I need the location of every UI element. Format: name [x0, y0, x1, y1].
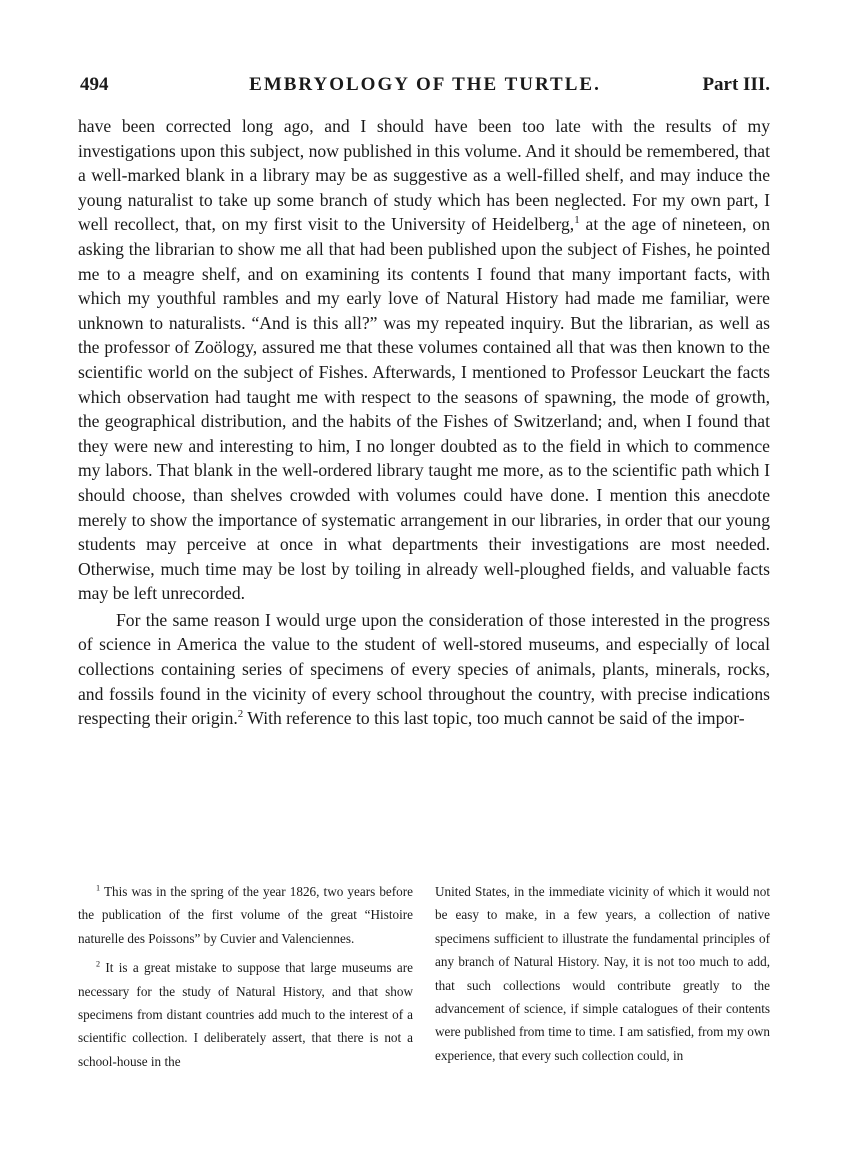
footnote-2-text-left: It is a great mistake to suppose that large museums are necessary for the study of Natural History, and that show specimens from distant countries add much to the interest of a scientific collection. I deliberately assert, that there is not a school-house in the	[78, 960, 413, 1069]
paragraph-1-text-a: have been corrected long ago, and I should have been too late with the results of my investigations upon this subject, now published in this volume. And it should be remembered, that a well-marked blank in a library may be as suggestive as a well-filled shelf, and may induce the young naturalist to take up some branch of study which has been neglected. For my own part, I well recollect, that, on my first visit to the University of Heidelberg,	[78, 116, 770, 235]
page-number: 494	[80, 74, 109, 95]
running-header	[80, 74, 770, 104]
footnotes	[78, 880, 770, 1073]
paragraph-2-text-a: For the same reason I would urge upon the consideration of those interested in the progress of science in America the value to the student of well-stored museums, and especially of local collections containing series of specimens of every species of animals, plants, minerals, rocks, and fossils found in the vicinity of every school throughout the country, with precise indications respecting their origin.	[78, 609, 770, 729]
footnote-ref-1: 1	[574, 214, 580, 227]
footnote-2	[78, 956, 413, 1073]
footnote-2-marker: 2	[96, 959, 101, 969]
main-text	[78, 114, 770, 731]
footnotes-left-column	[78, 880, 413, 1073]
footnote-2-continued	[435, 880, 770, 1067]
footnote-2-text-right: United States, in the immediate vicinity of which it would not be easy to make, in a few years, a collection of native specimens sufficient to illustrate the fundamental principles of any branch of Natural History. Nay, it is not too much to add, that such collections would contribute greatly to the advancement of science, if simple catalogues of their contents were published from time to time. I am satisfied, from my own experience, that every such collection could, in	[435, 884, 770, 1063]
paragraph-2-text-b: With reference to this last topic, too much cannot be said of the impor-	[243, 708, 745, 729]
footnotes-right-column	[435, 880, 770, 1073]
paragraph-1	[78, 114, 770, 606]
paragraph-2	[78, 608, 770, 731]
running-title: EMBRYOLOGY OF THE TURTLE.	[249, 74, 601, 95]
footnote-ref-2: 2	[237, 708, 244, 721]
paragraph-1-text-b: at the age of nineteen, on asking the librarian to show me all that had been published upon the subject of Fishes, he pointed me to a meagre shelf, and on examining its contents I found that many important facts, with which my youthful rambles and my early love of Natural History had made me familiar, were unknown to naturalists. “And is this all?” was my repeated inquiry. But the librarian, as well as the professor of Zoölogy, assured me that these volumes contained all that was then known to the scientific world on the subject of Fishes. Afterwards, I mentioned to Professor Leuckart the facts which observation had taught me with respect to the seasons of spawning, the mode of growth, the geographical distribution, and the habits of the Fishes of Switzerland; and, when I found that they were new and interesting to him, I no longer doubted as to the field in which to commence my labors. That blank in the well-ordered library taught me more, as to the scientific path which I should choose, than shelves crowded with volumes could have done. I mention this anecdote merely to show the importance of systematic arrangement in our libraries, in order that our young students may perceive at once in what departments their investigations are most needed. Otherwise, much time may be lost by toiling in already well-ploughed fields, and valuable facts may be left unrecorded.	[78, 214, 770, 604]
part-label: Part III.	[702, 74, 770, 95]
footnote-1-marker: 1	[96, 883, 101, 893]
footnote-1-text: This was in the spring of the year 1826, two years before the publication of the first volume of the great “Histoire naturelle des Poissons” by Cuvier and Valenciennes.	[78, 884, 413, 946]
footnote-1	[78, 880, 413, 950]
